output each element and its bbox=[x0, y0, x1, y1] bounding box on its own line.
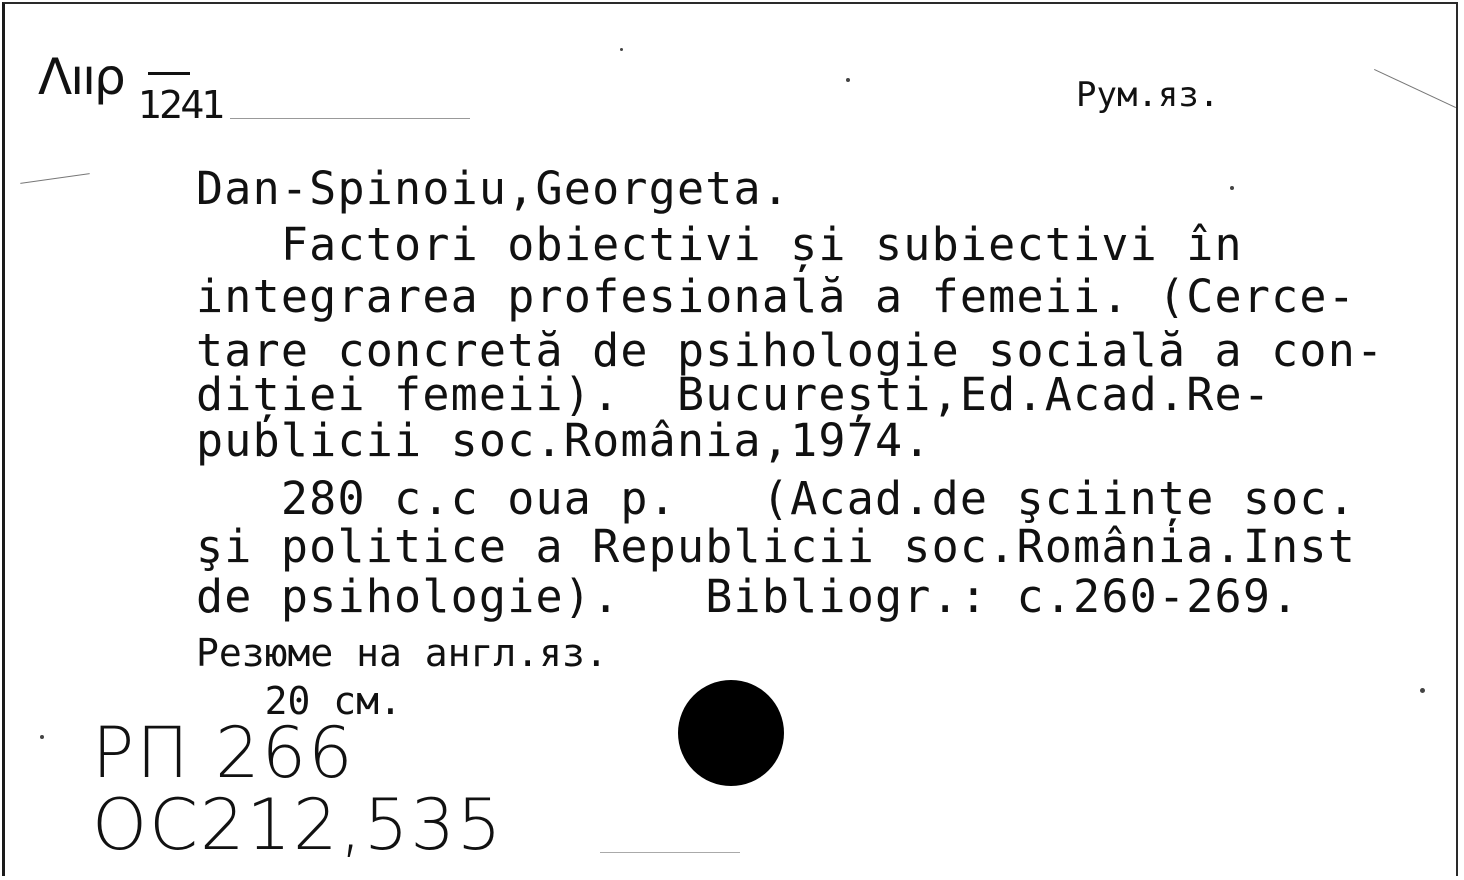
dust-line bbox=[600, 852, 740, 853]
language-note: Рум.яз. bbox=[1076, 75, 1220, 115]
title-line-3: tare concretă de psihologie socială a con- bbox=[196, 324, 1385, 377]
collation-line-3: de psihologie). Bibliogr.: c.260-269. bbox=[196, 570, 1300, 623]
punch-hole bbox=[678, 680, 784, 786]
size-note: 20 см. bbox=[196, 679, 402, 723]
shelfmark-prefix: Λııρ bbox=[38, 48, 124, 106]
imprint-line-2: publicii soc.România,1974. bbox=[196, 414, 932, 467]
shelfmark-fraction-bar bbox=[148, 72, 190, 75]
dust-speck bbox=[40, 735, 44, 739]
title-line-1: Factori obiectivi și subiectivi în bbox=[196, 218, 1243, 271]
collation-line-2: şi politice a Republicii soc.România.Inst bbox=[196, 520, 1356, 573]
author-line: Dan-Spinoiu,Georgeta. bbox=[196, 162, 791, 215]
dust-line bbox=[230, 118, 470, 119]
collation-line-1: 280 c.c oua p. (Acad.de şciințe soc. bbox=[196, 472, 1356, 525]
shelfmark-number: 1241 bbox=[138, 83, 223, 127]
dust-speck bbox=[846, 78, 850, 82]
imprint-line-1: diției femeii). București,Ed.Acad.Re- bbox=[196, 368, 1272, 421]
title-line-2: integrarea profesională a femeii. (Cerce- bbox=[196, 270, 1356, 323]
dust-speck bbox=[620, 48, 623, 51]
call-number-1: РП 266 bbox=[92, 712, 355, 794]
dust-speck bbox=[1230, 186, 1234, 190]
call-number-2: OC212,535 bbox=[92, 784, 504, 866]
dust-speck bbox=[1420, 688, 1425, 693]
summary-note: Резюме на англ.яз. bbox=[196, 631, 608, 675]
